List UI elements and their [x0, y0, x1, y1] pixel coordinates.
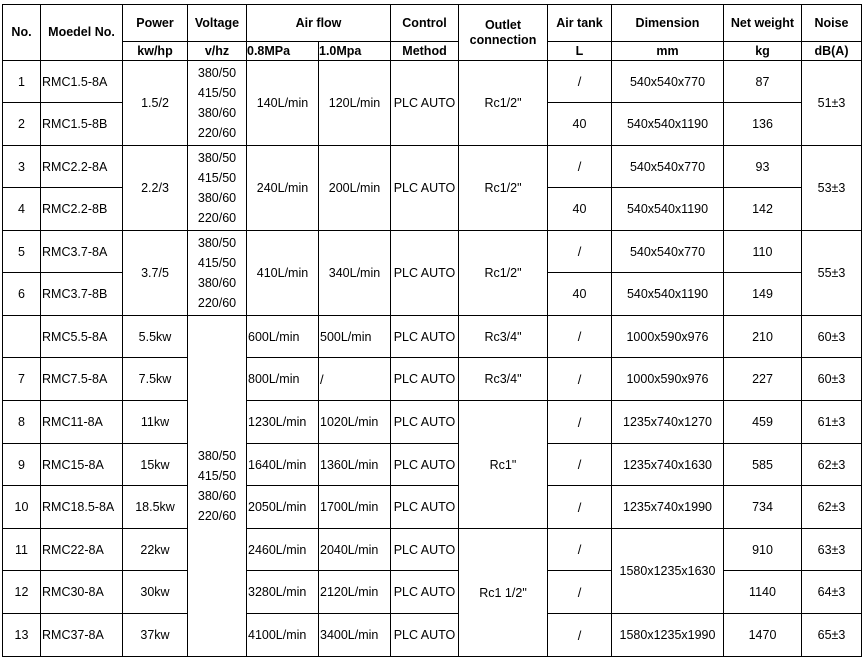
header-control: Control [391, 5, 459, 42]
cell-flow-08: 1640L/min [247, 444, 319, 486]
cell-noise: 53±3 [802, 146, 862, 231]
cell-flow-08: 3280L/min [247, 571, 319, 614]
cell-flow-10: 2040L/min [319, 529, 391, 571]
cell-control: PLC AUTO [391, 316, 459, 358]
cell-no: 6 [3, 273, 41, 316]
cell-outlet: Rc1/2" [459, 231, 548, 316]
cell-weight: 734 [724, 486, 802, 529]
cell-tank: / [548, 529, 612, 571]
cell-voltage: 380/50 415/50 380/60 220/60 [188, 146, 247, 231]
cell-power: 15kw [123, 444, 188, 486]
header-model: Moedel No. [41, 5, 123, 61]
cell-voltage: 380/50 415/50 380/60 220/60 [188, 231, 247, 316]
cell-flow-08: 2460L/min [247, 529, 319, 571]
cell-noise: 62±3 [802, 444, 862, 486]
cell-model: RMC18.5-8A [41, 486, 123, 529]
cell-noise: 62±3 [802, 486, 862, 529]
cell-tank: / [548, 358, 612, 401]
cell-dimension: 540x540x1190 [612, 273, 724, 316]
table-row [3, 401, 862, 444]
unit-row [3, 42, 862, 61]
cell-model: RMC1.5-8B [41, 103, 123, 146]
unit-noise: dB(A) [802, 42, 862, 61]
cell-control: PLC AUTO [391, 614, 459, 657]
cell-outlet: Rc1" [459, 401, 548, 529]
table-row [3, 571, 862, 614]
cell-flow-10: / [319, 358, 391, 401]
cell-flow-10: 340L/min [319, 231, 391, 316]
cell-model: RMC11-8A [41, 401, 123, 444]
header-weight: Net weight [724, 5, 802, 42]
cell-weight: 142 [724, 188, 802, 231]
unit-control: Method [391, 42, 459, 61]
cell-noise: 51±3 [802, 61, 862, 146]
cell-flow-08: 410L/min [247, 231, 319, 316]
cell-noise: 55±3 [802, 231, 862, 316]
header-voltage: Voltage [188, 5, 247, 42]
cell-noise: 63±3 [802, 529, 862, 571]
spec-table [2, 4, 862, 657]
unit-power: kw/hp [123, 42, 188, 61]
cell-model: RMC15-8A [41, 444, 123, 486]
cell-flow-08: 2050L/min [247, 486, 319, 529]
cell-power: 7.5kw [123, 358, 188, 401]
unit-weight: kg [724, 42, 802, 61]
cell-flow-10: 3400L/min [319, 614, 391, 657]
cell-voltage: 380/50 415/50 380/60 220/60 [188, 316, 247, 657]
cell-tank: / [548, 61, 612, 103]
cell-dimension: 1235x740x1270 [612, 401, 724, 444]
table-row [3, 486, 862, 529]
cell-no: 8 [3, 401, 41, 444]
header-outlet: Outlet connection [459, 5, 548, 61]
cell-model: RMC1.5-8A [41, 61, 123, 103]
cell-power: 22kw [123, 529, 188, 571]
cell-weight: 227 [724, 358, 802, 401]
cell-voltage: 380/50 415/50 380/60 220/60 [188, 61, 247, 146]
cell-tank: 40 [548, 188, 612, 231]
cell-model: RMC30-8A [41, 571, 123, 614]
table-row [3, 614, 862, 657]
cell-outlet: Rc1 1/2" [459, 529, 548, 657]
table-row [3, 61, 862, 103]
cell-no: 5 [3, 231, 41, 273]
cell-control: PLC AUTO [391, 444, 459, 486]
cell-dimension: 1235x740x1630 [612, 444, 724, 486]
cell-weight: 87 [724, 61, 802, 103]
cell-dimension: 1000x590x976 [612, 316, 724, 358]
unit-airtank: L [548, 42, 612, 61]
header-airtank: Air tank [548, 5, 612, 42]
cell-tank: / [548, 231, 612, 273]
cell-power: 5.5kw [123, 316, 188, 358]
cell-weight: 459 [724, 401, 802, 444]
cell-outlet: Rc1/2" [459, 61, 548, 146]
cell-model: RMC22-8A [41, 529, 123, 571]
cell-control: PLC AUTO [391, 529, 459, 571]
cell-model: RMC7.5-8A [41, 358, 123, 401]
cell-flow-10: 1700L/min [319, 486, 391, 529]
cell-weight: 93 [724, 146, 802, 188]
cell-dimension: 1580x1235x1630 [612, 529, 724, 614]
unit-voltage: v/hz [188, 42, 247, 61]
header-no: No. [3, 5, 41, 61]
cell-tank: / [548, 444, 612, 486]
header-airflow: Air flow [247, 5, 391, 42]
cell-tank: / [548, 614, 612, 657]
cell-flow-08: 1230L/min [247, 401, 319, 444]
cell-dimension: 540x540x1190 [612, 188, 724, 231]
header-power: Power [123, 5, 188, 42]
cell-no: 9 [3, 444, 41, 486]
cell-flow-10: 2120L/min [319, 571, 391, 614]
cell-no: 1 [3, 61, 41, 103]
cell-control: PLC AUTO [391, 486, 459, 529]
cell-dimension: 1000x590x976 [612, 358, 724, 401]
cell-control: PLC AUTO [391, 61, 459, 146]
cell-flow-10: 120L/min [319, 61, 391, 146]
cell-weight: 585 [724, 444, 802, 486]
table-row [3, 529, 862, 571]
cell-noise: 60±3 [802, 358, 862, 401]
cell-control: PLC AUTO [391, 358, 459, 401]
cell-model: RMC2.2-8B [41, 188, 123, 231]
cell-no: 11 [3, 529, 41, 571]
cell-power: 11kw [123, 401, 188, 444]
cell-model: RMC37-8A [41, 614, 123, 657]
cell-weight: 136 [724, 103, 802, 146]
cell-outlet: Rc3/4" [459, 316, 548, 358]
cell-dimension: 1580x1235x1990 [612, 614, 724, 657]
cell-flow-10: 500L/min [319, 316, 391, 358]
cell-flow-10: 1360L/min [319, 444, 391, 486]
cell-dimension: 540x540x770 [612, 231, 724, 273]
cell-no: 3 [3, 146, 41, 188]
unit-dimension: mm [612, 42, 724, 61]
cell-noise: 60±3 [802, 316, 862, 358]
cell-power: 18.5kw [123, 486, 188, 529]
unit-flow-10: 1.0Mpa [319, 42, 391, 61]
cell-tank: / [548, 401, 612, 444]
cell-noise: 64±3 [802, 571, 862, 614]
cell-dimension: 540x540x770 [612, 146, 724, 188]
table-row [3, 316, 862, 358]
table-row [3, 358, 862, 401]
cell-flow-08: 4100L/min [247, 614, 319, 657]
cell-power: 30kw [123, 571, 188, 614]
table-row [3, 146, 862, 188]
cell-tank: 40 [548, 273, 612, 316]
cell-tank: / [548, 571, 612, 614]
cell-tank: / [548, 486, 612, 529]
cell-no: 2 [3, 103, 41, 146]
cell-tank: 40 [548, 103, 612, 146]
cell-flow-08: 240L/min [247, 146, 319, 231]
header-noise: Noise [802, 5, 862, 42]
cell-power: 1.5/2 [123, 61, 188, 146]
cell-no: 10 [3, 486, 41, 529]
cell-dimension: 540x540x770 [612, 61, 724, 103]
cell-control: PLC AUTO [391, 231, 459, 316]
cell-dimension: 1235x740x1990 [612, 486, 724, 529]
cell-control: PLC AUTO [391, 401, 459, 444]
unit-flow-08: 0.8MPa [247, 42, 319, 61]
cell-power: 3.7/5 [123, 231, 188, 316]
cell-model: RMC2.2-8A [41, 146, 123, 188]
cell-no: 4 [3, 188, 41, 231]
cell-weight: 910 [724, 529, 802, 571]
cell-no [3, 316, 41, 358]
cell-noise: 61±3 [802, 401, 862, 444]
cell-weight: 110 [724, 231, 802, 273]
cell-model: RMC3.7-8B [41, 273, 123, 316]
header-dimension: Dimension [612, 5, 724, 42]
cell-model: RMC5.5-8A [41, 316, 123, 358]
cell-dimension: 540x540x1190 [612, 103, 724, 146]
cell-weight: 149 [724, 273, 802, 316]
cell-no: 12 [3, 571, 41, 614]
cell-tank: / [548, 146, 612, 188]
cell-model: RMC3.7-8A [41, 231, 123, 273]
cell-weight: 210 [724, 316, 802, 358]
cell-tank: / [548, 316, 612, 358]
cell-no: 7 [3, 358, 41, 401]
cell-flow-10: 1020L/min [319, 401, 391, 444]
header-row [3, 5, 862, 42]
cell-power: 2.2/3 [123, 146, 188, 231]
cell-flow-08: 600L/min [247, 316, 319, 358]
cell-power: 37kw [123, 614, 188, 657]
cell-flow-08: 140L/min [247, 61, 319, 146]
cell-control: PLC AUTO [391, 146, 459, 231]
cell-control: PLC AUTO [391, 571, 459, 614]
table-row [3, 231, 862, 273]
cell-outlet: Rc3/4" [459, 358, 548, 401]
cell-noise: 65±3 [802, 614, 862, 657]
cell-outlet: Rc1/2" [459, 146, 548, 231]
cell-flow-10: 200L/min [319, 146, 391, 231]
cell-weight: 1470 [724, 614, 802, 657]
table-row [3, 444, 862, 486]
cell-flow-08: 800L/min [247, 358, 319, 401]
cell-weight: 1140 [724, 571, 802, 614]
cell-no: 13 [3, 614, 41, 657]
